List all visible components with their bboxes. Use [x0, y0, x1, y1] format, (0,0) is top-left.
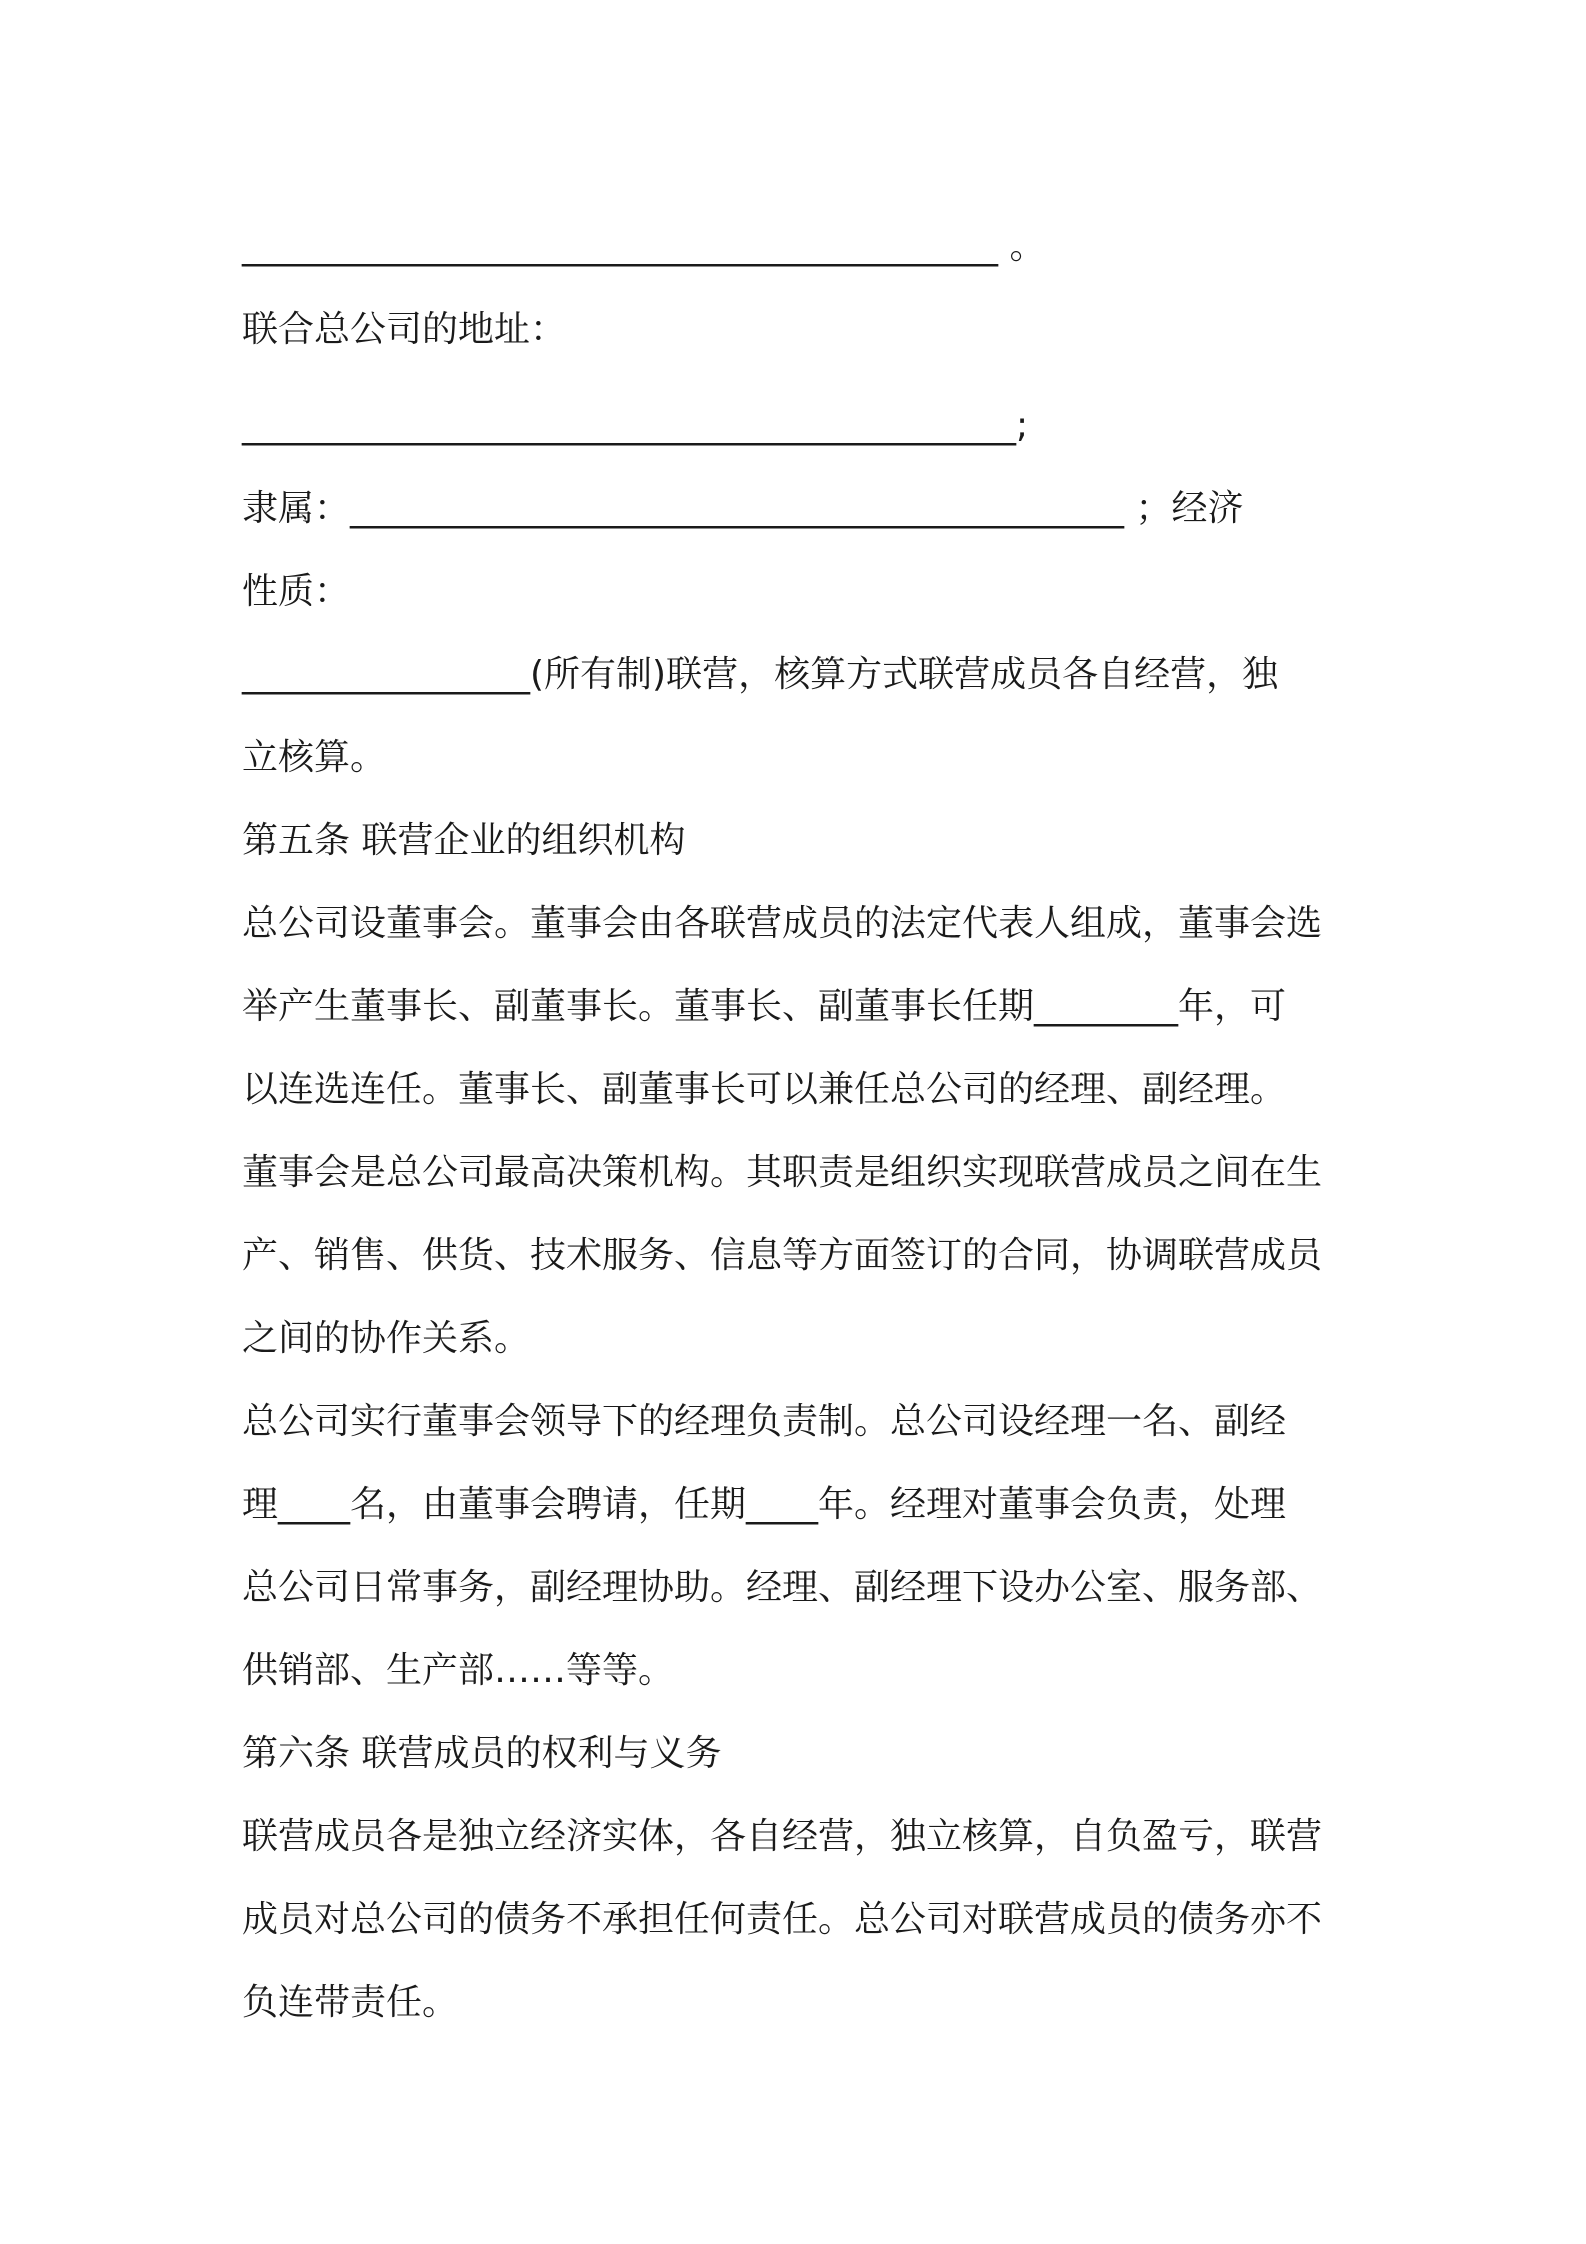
article-6-heading: 第六条 联营成员的权利与义务: [242, 1733, 722, 1774]
address-label: 联合总公司的地址：: [242, 309, 567, 350]
ownership-line: ________________(所有制)联营，核算方式联营成员各自经营，独: [242, 654, 1279, 695]
members-para-line-1: 联营成员各是独立经济实体，各自经营，独立核算，自负盈亏，联营: [242, 1816, 1323, 1857]
members-para-line-3: 负连带责任。: [242, 1982, 459, 2023]
board-para-line-1: 总公司设董事会。董事会由各联营成员的法定代表人组成，董事会选: [242, 903, 1323, 944]
board-para-line-2: 举产生董事长、副董事长。董事长、副董事长任期________年，可: [242, 986, 1287, 1027]
accounting-line: 立核算。: [242, 737, 387, 778]
nature-label: 性质：: [242, 571, 351, 612]
address-blank-line: ___________________________________________;: [242, 405, 1029, 446]
blank-line-period: __________________________________________ 。: [242, 226, 1046, 267]
board-role-line-2: 产、销售、供货、技术服务、信息等方面签订的合同，协调联营成员: [242, 1235, 1323, 1276]
manager-para-line-3: 总公司日常事务，副经理协助。经理、副经理下设办公室、服务部、: [242, 1567, 1323, 1608]
affiliation-line: 隶属：___________________________________________ ；经济: [242, 488, 1244, 529]
article-5-heading: 第五条 联营企业的组织机构: [242, 820, 686, 861]
document-body: [242, 205, 1352, 2044]
manager-para-line-2: 理____名，由董事会聘请，任期____年。经理对董事会负责，处理: [242, 1484, 1287, 1525]
manager-para-line-1: 总公司实行董事会领导下的经理负责制。总公司设经理一名、副经: [242, 1401, 1287, 1442]
board-para-line-3: 以连选连任。董事长、副董事长可以兼任总公司的经理、副经理。: [242, 1069, 1287, 1110]
board-role-line-1: 董事会是总公司最高决策机构。其职责是组织实现联营成员之间在生: [242, 1152, 1323, 1193]
members-para-line-2: 成员对总公司的债务不承担任何责任。总公司对联营成员的债务亦不: [242, 1899, 1323, 1940]
board-role-line-3: 之间的协作关系。: [242, 1318, 531, 1359]
manager-para-line-4: 供销部、生产部……等等。: [242, 1650, 675, 1691]
